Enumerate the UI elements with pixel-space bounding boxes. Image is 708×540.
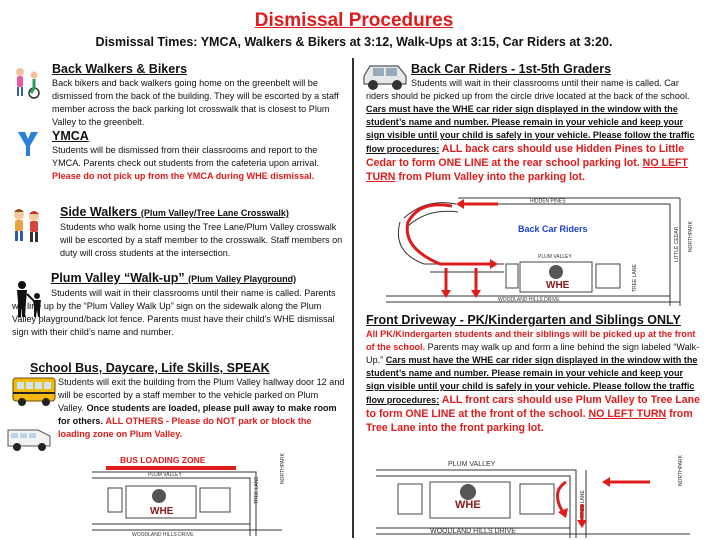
side-walkers-icon: [10, 208, 44, 244]
back-map-street-cedar: LITTLE CEDAR: [674, 226, 680, 262]
front-text: Parents may walk up and form a line behind the sign labeled “Walk-Up.”: [366, 342, 700, 365]
bus-section: [30, 361, 346, 441]
back-map-street-corner: NORTHPARK: [688, 221, 694, 252]
page-title: Dismissal Procedures: [254, 10, 454, 31]
ymca-body: [52, 144, 344, 183]
front-map-street-top: PLUM VALLEY: [448, 461, 496, 468]
side-walkers-heading: [60, 205, 345, 221]
front-heading: Front Driveway - PK/Kindergarten and Siblings ONLY: [366, 313, 681, 327]
front-rule: Cars must have the WHE car rider sign displayed in the window with the student’s name and number. Please remain in your vehicle and keep your sign visible until your child is safely in your vehicle. Please follow the traffic flow procedures:: [366, 355, 698, 405]
back-map-school: WHE: [546, 280, 570, 291]
bus-map-street-bottom: WOODLAND HILLS DRIVE: [132, 532, 194, 538]
front-body: [366, 328, 702, 435]
back-car-warning-a: ALL back cars should use Hidden Pines to Little Cedar to form ONE LINE at the rear school parking lot.: [366, 143, 685, 169]
bus-map-school: WHE: [150, 506, 174, 517]
raccoon-mascot-icon: [549, 265, 563, 279]
back-car-warning-c: from Plum Valley into the parking lot.: [398, 171, 585, 183]
back-walkers-heading: Back Walkers & Bikers: [52, 62, 188, 76]
ymca-text: Students will be dismissed from their classrooms and report to the YMCA. Parents check out students from the cafeteria upon arrival.: [52, 145, 319, 168]
walk-up-section: [12, 271, 346, 339]
ymca-warning: Please do not pick up from the YMCA during WHE dismissal.: [52, 171, 315, 181]
back-map-street-side: TREE LANE: [632, 264, 638, 292]
front-no-left-turn: NO LEFT TURN: [588, 408, 667, 420]
bus-warning: ALL OTHERS - Please do NOT park or block the loading zone on Plum Valley.: [58, 416, 312, 439]
front-intro: All PK/Kindergarten students and their siblings will be picked up at the front of the school.: [366, 329, 696, 352]
back-map-street-top: PLUM VALLEY: [538, 254, 572, 260]
side-walkers-body: Students who walk home using the Tree Lane/Plum Valley crosswalk will be escorted by a staff member to the crosswalk. Staff members on duty will cross students at the intersection.: [60, 222, 343, 258]
side-walkers-section: [60, 205, 345, 260]
front-map-street-side: TREE LANE: [580, 490, 586, 518]
back-arrow-heads: [441, 199, 498, 298]
bus-loading-zone-map: [86, 452, 310, 538]
back-map-label: Back Car Riders: [518, 224, 588, 234]
back-car-no-left-turn: NO LEFT TURN: [366, 157, 688, 183]
front-warning-a: ALL front cars should use Plum Valley to Tree Lane to form ONE LINE at the front of the school.: [366, 394, 701, 420]
walk-up-heading: [12, 271, 346, 287]
back-map-street-hidden: HIDDEN PINES: [530, 198, 566, 205]
walkers-bikers-icon: [12, 66, 42, 100]
back-car-heading: Back Car Riders - 1st-5th Graders: [411, 62, 612, 76]
back-car-rule: Cars must have the WHE car rider sign displayed in the window with the student’s name and number. Please remain in your vehicle and keep your sign visible until your child is safely in your vehicle. Please follow the traffic flow procedures:: [366, 104, 695, 154]
ymca-logo-icon: [16, 130, 40, 158]
walk-up-title: Plum Valley “Walk-up”: [51, 271, 185, 285]
dismissal-times: Dismissal Times: YMCA, Walkers & Bikers at 3:12, Walk-Ups at 3:15, Car Riders at 3:20.: [95, 35, 613, 49]
bus-zone-label: BUS LOADING ZONE: [120, 455, 206, 465]
school-bus-icon: [12, 374, 56, 408]
raccoon-mascot-icon: [460, 484, 476, 500]
raccoon-mascot-icon: [152, 489, 166, 503]
ymca-heading: YMCA: [52, 129, 89, 143]
back-car-section: [366, 62, 702, 184]
bus-text: Students will exit the building from the Plum Valley hallway door 12 and will be escorted by a staff member to the vehicle parked on Plum Valley.: [58, 377, 345, 413]
front-map-street-bottom: WOODLAND HILLS DRIVE: [430, 528, 516, 535]
front-traffic-arrows: [557, 482, 650, 522]
bus-map-street-side: TREE LANE: [254, 476, 260, 504]
back-walkers-body: Back bikers and back walkers going home on the greenbelt will be dismissed from the back of the building. They will be escorted by a staff member across the back parking lot crosswalk that is closest to Plum Valley to the greenbelt.: [52, 78, 339, 127]
front-section: [366, 313, 702, 435]
walk-up-subtitle: (Plum Valley Playground): [188, 274, 297, 284]
front-map-street-corner: NORTHPARK: [678, 455, 684, 486]
front-warning-c: from Tree Lane into the front parking lot.: [366, 408, 693, 434]
back-walkers-section: [52, 62, 344, 129]
side-walkers-subtitle: (Plum Valley/Tree Lane Crosswalk): [140, 208, 289, 218]
walk-up-body: Students will wait in their classrooms until their name is called. Parents will line up by the “Plum Valley Walk Up” sign on the sidewalk along the Plum Valley playground/back lot fence. Parents must have their child’s WHE dismissal sign with their child’s name and number.: [12, 288, 336, 337]
bus-map-street-top: PLUM VALLEY: [148, 472, 182, 478]
bus-map-street-corner: NORTHPARK: [280, 453, 286, 484]
van-icon: [6, 422, 52, 452]
bus-heading: School Bus, Daycare, Life Skills, SPEAK: [30, 361, 270, 375]
back-car-riders-map: [380, 192, 696, 306]
ymca-section: [52, 129, 344, 183]
back-map-street-bottom: WOODLAND HILLS DRIVE: [498, 297, 560, 303]
side-walkers-title: Side Walkers: [60, 205, 138, 219]
column-divider: [352, 58, 354, 538]
back-car-body: [366, 77, 702, 184]
bus-pull-away: Once students are loaded, please pull away to make room for others.: [58, 403, 337, 426]
bus-body: [58, 376, 346, 441]
back-car-text: Students will wait in their classrooms until their name is called. Car riders should be picked up from the circle drive located at the back of the school.: [366, 78, 690, 101]
front-map-school: WHE: [455, 499, 481, 511]
front-driveway-map: [370, 452, 700, 538]
